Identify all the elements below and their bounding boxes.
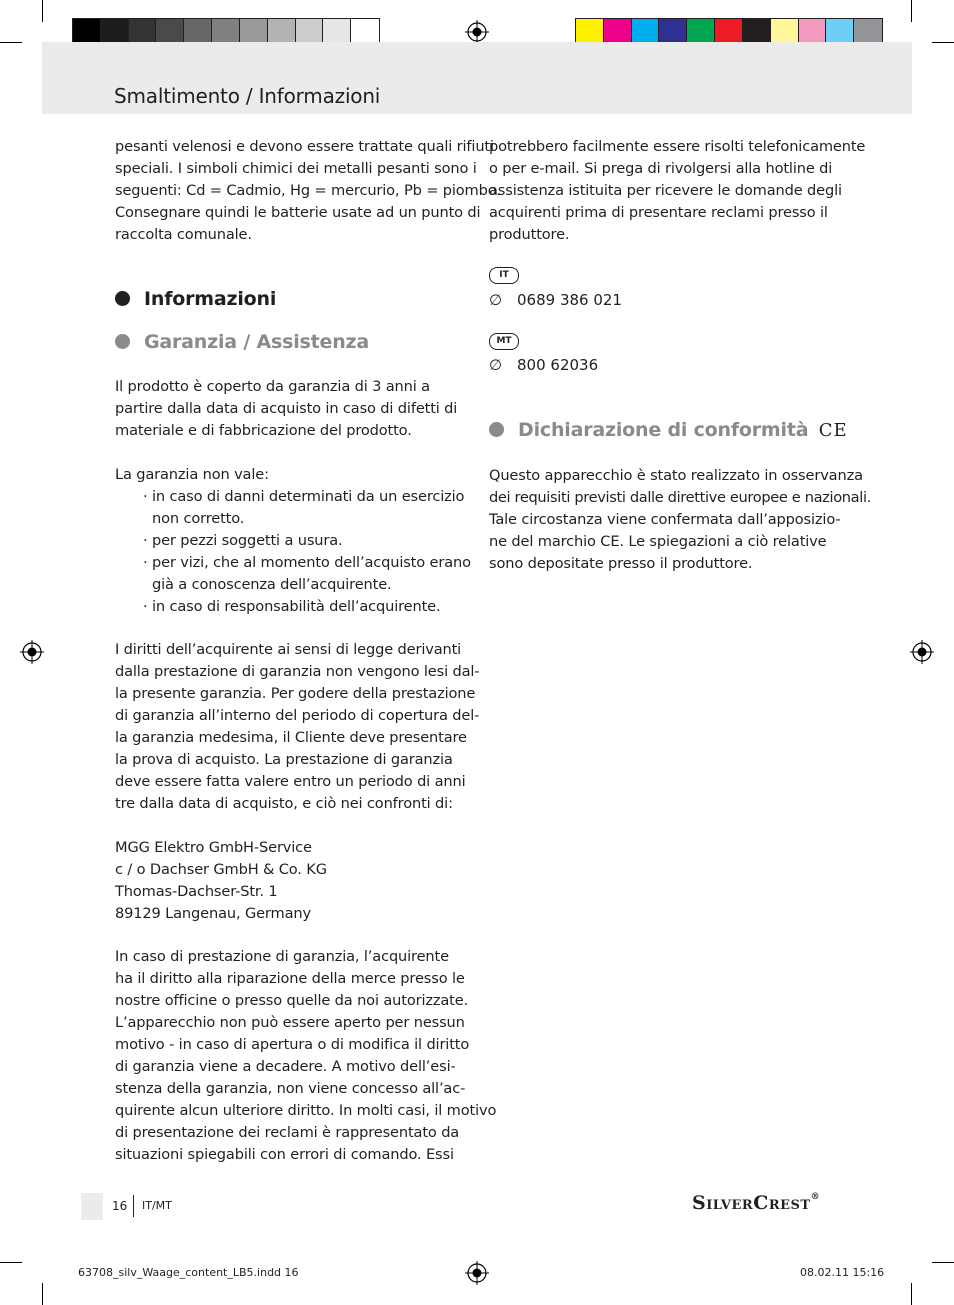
list-item: · in caso di responsabilità dell’acquirente.: [143, 598, 441, 615]
hotline-mt: [489, 354, 598, 376]
registration-mark-icon: [20, 640, 44, 664]
phone-icon: ∅: [489, 356, 503, 374]
heading-informazioni: Informazioni: [115, 287, 276, 311]
list-item: · per vizi, che al momento dell’acquisto erano: [143, 554, 471, 571]
repair-paragraph: In caso di prestazione di garanzia, l’acquirente ha il diritto alla riparazione della merce presso le nostre officine o presso quelle da noi autorizzate. L’apparecchio non può essere aperto per nessun motivo - in caso di apertura o di modifica il diritto di garanzia viene a decadere. A motivo dell’esi- stenza della garanzia, non viene concesso all’ac- quirente alcun ulteriore diritto. In molti casi, il motivo di presentazione dei reclami è rappresentato da situazioni spiegabili con errori di comando. Essi: [115, 948, 497, 1163]
country-badge-it: IT: [489, 267, 519, 284]
crop-mark: [911, 1283, 912, 1305]
exclusions-list: [115, 464, 471, 618]
page-title: Smaltimento / Informazioni: [114, 84, 381, 108]
hotline-it: [489, 289, 622, 311]
rights-paragraph: I diritti dell’acquirente ai sensi di legge derivanti dalla prestazione di garanzia non vengono lesi dal- la presente garanzia. Per godere della prestazione di garanzia all’interno del periodo di copertura del- la garanzia medesima, il Cliente deve presentare la prova di acquisto. La prestazione di garanzia deve essere fatta valere entro un periodo di anni tre dalla data di acquisto, e ciò nei confronti di:: [115, 641, 480, 812]
country-badge-mt: MT: [489, 333, 519, 350]
heading-dichiarazione-conformita: Dichiarazione di conformità CE: [489, 418, 848, 443]
left-intro-paragraph: pesanti velenosi e devono essere trattate quali rifiuti speciali. I simboli chimici dei metalli pesanti sono i seguenti: Cd = Cadmio, Hg = mercurio, Pb = piombo. Consegnare quindi le batterie usate ad un punto di raccolta comunale.: [115, 138, 501, 243]
crop-mark: [932, 1262, 954, 1263]
hotline-number: 800 62036: [517, 356, 599, 374]
file-slug: 63708_silv_Waage_content_LB5.indd 16: [78, 1266, 299, 1279]
exclusions-label: La garanzia non vale:: [115, 466, 269, 483]
crop-mark: [911, 0, 912, 22]
heading-garanzia-assistenza: Garanzia / Assistenza: [115, 330, 369, 354]
hotline-number: 0689 386 021: [517, 291, 622, 309]
right-intro-paragraph: potrebbero facilmente essere risolti telefonicamente o per e-mail. Si prega di rivolgersi alla hotline di assistenza istituita per ricevere le domande degli acquirenti prima di presentare reclami presso il produttore.: [489, 138, 866, 243]
page-number: 16: [112, 1199, 128, 1213]
bullet-dot: [115, 334, 130, 349]
registered-mark: ®: [810, 1192, 821, 1202]
phone-icon: ∅: [489, 291, 503, 309]
service-address: MGG Elektro GmbH-Service c / o Dachser GmbH & Co. KG Thomas-Dachser-Str. 1 89129 Langenau, Germany: [115, 839, 327, 922]
registration-mark-icon: [465, 20, 489, 44]
bullet-dot: [115, 291, 130, 306]
list-item-continuation: non corretto.: [152, 510, 245, 527]
conformity-paragraph: Questo apparecchio è stato realizzato in osservanza dei requisiti previsti dalle direttive europee e nazionali. Tale circostanza viene confermata dall’apposizio- ne del marchio CE. Le spiegazioni a ciò relative sono depositate presso il produttore.: [489, 467, 871, 572]
crop-mark: [0, 42, 22, 43]
list-item: · per pezzi soggetti a usura.: [143, 532, 343, 549]
bullet-dot: [489, 422, 504, 437]
registration-mark-icon: [465, 1261, 489, 1285]
language-label: IT/MT: [142, 1199, 172, 1212]
date-slug: 08.02.11 15:16: [800, 1266, 885, 1279]
list-item-continuation: già a conoscenza dell’acquirente.: [152, 576, 392, 593]
silvercrest-logo: [692, 1192, 820, 1214]
crop-mark: [932, 42, 954, 43]
page-number-box: [81, 1193, 103, 1220]
footer-divider: [133, 1195, 134, 1217]
ce-mark-icon: CE: [818, 420, 848, 441]
list-item: · in caso di danni determinati da un esercizio: [143, 488, 465, 505]
registration-mark-icon: [910, 640, 934, 664]
crop-mark: [42, 1283, 43, 1305]
crop-mark: [42, 0, 43, 22]
warranty-paragraph: Il prodotto è coperto da garanzia di 3 anni a partire dalla data di acquisto in caso di difetti di materiale e di fabbricazione del prodotto.: [115, 378, 458, 439]
brand-name: SilverCrest: [692, 1192, 811, 1214]
crop-mark: [0, 1262, 22, 1263]
